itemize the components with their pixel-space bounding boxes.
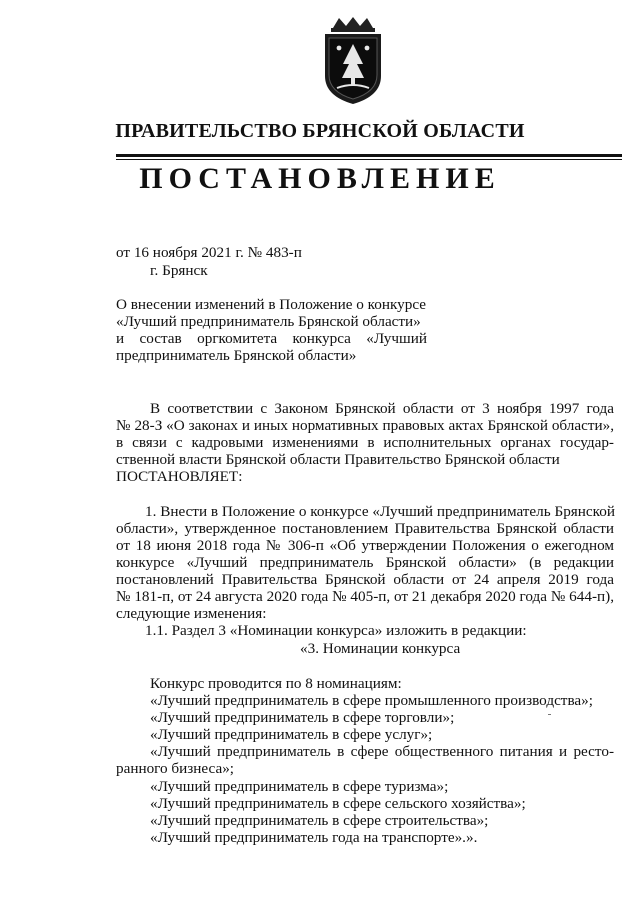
doc-title-line: и состав оргкомитета конкурса «Лучший xyxy=(116,330,427,347)
nomination-item: «Лучший предприниматель в сфере строительства»; xyxy=(150,812,489,829)
doc-title-line: предприниматель Брянской области» xyxy=(116,347,357,364)
government-name: ПРАВИТЕЛЬСТВО БРЯНСКОЙ ОБЛАСТИ xyxy=(115,120,525,142)
header-divider-thin xyxy=(116,159,622,160)
nomination-item: «Лучший предприниматель в сфере сельского хозяйства»; xyxy=(150,795,526,812)
section-heading: «3. Номинации конкурса xyxy=(300,640,461,657)
place: г. Брянск xyxy=(150,262,208,279)
item1-line: следующие изменения: xyxy=(116,605,267,622)
item1-line: от 18 июня 2018 года № 306-п «Об утверждении Положения о ежегодном xyxy=(116,537,614,554)
nomination-item: «Лучший предприниматель в сфере услуг»; xyxy=(150,726,433,743)
doc-title-line: «Лучший предприниматель Брянской области» xyxy=(116,313,421,330)
nominations-intro: Конкурс проводится по 8 номинациям: xyxy=(150,675,402,692)
nomination-item-continuation: ранного бизнеса»; xyxy=(116,760,235,777)
item1-1: 1.1. Раздел 3 «Номинации конкурса» изложить в редакции: xyxy=(145,622,527,639)
header-divider-thick xyxy=(116,154,622,157)
nomination-item: «Лучший предприниматель в сфере промышленного производства»; xyxy=(150,692,593,709)
preamble-decree-word: ПОСТАНОВЛЯЕТ: xyxy=(116,468,243,485)
preamble-line: в связи с кадровыми изменениями в исполнительных органах государ- xyxy=(116,434,614,451)
preamble-line: ственной власти Брянской области Правительство Брянской области xyxy=(116,451,560,468)
doc-title-line: О внесении изменений в Положение о конкурсе xyxy=(116,296,427,313)
nomination-item: «Лучший предприниматель в сфере общественного питания и ресто- xyxy=(150,743,614,760)
coat-of-arms-icon xyxy=(319,16,387,106)
document-type: ПОСТАНОВЛЕНИЕ xyxy=(139,162,501,195)
preamble-line: № 28-З «О законах и иных нормативных правовых актах Брянской области», xyxy=(116,417,614,434)
item1-line: области», утвержденное постановлением Правительства Брянской области xyxy=(116,520,614,537)
item1-line: № 181-п, от 24 августа 2020 года № 405-п, от 21 декабря 2020 года № 644-п), xyxy=(116,588,614,605)
item1-line: конкурсе «Лучший предприниматель Брянской области» (в редакции xyxy=(116,554,614,571)
item1-line: постановлений Правительства Брянской области от 24 апреля 2019 года xyxy=(116,571,614,588)
nomination-item: «Лучший предприниматель в сфере торговли»; xyxy=(150,709,455,726)
scan-speck xyxy=(548,714,551,715)
date-number: от 16 ноября 2021 г. № 483-п xyxy=(116,244,302,261)
preamble-line: В соответствии с Законом Брянской области от 3 ноября 1997 года xyxy=(150,400,614,417)
item1-line: 1. Внести в Положение о конкурсе «Лучший предприниматель Брянской xyxy=(145,503,615,520)
nomination-item: «Лучший предприниматель в сфере туризма»; xyxy=(150,778,449,795)
nomination-item: «Лучший предприниматель года на транспорте».». xyxy=(150,829,478,846)
